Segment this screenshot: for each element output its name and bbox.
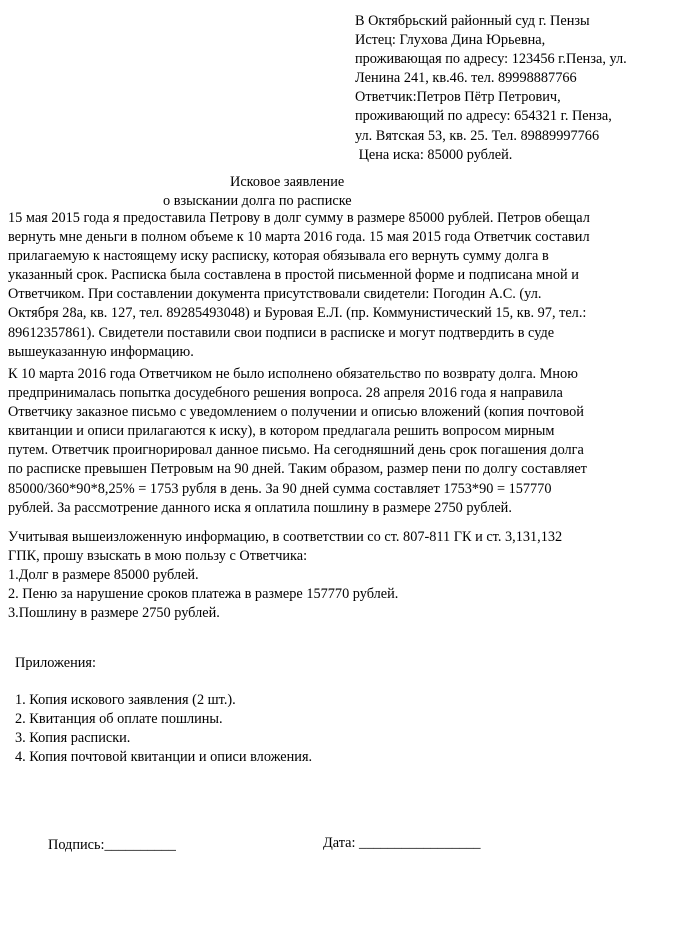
text-line: 89612357861). Свидетели поставили свои подписи в расписке и могут подтвердить в суде bbox=[8, 324, 555, 341]
court-header bbox=[355, 12, 627, 165]
appendix-item: 3. Копия расписки. bbox=[15, 730, 131, 747]
document-title: Исковое заявление bbox=[230, 174, 345, 190]
header-line: Ответчик:Петров Пётр Петрович, bbox=[355, 89, 561, 106]
paragraph-debt-facts bbox=[8, 209, 590, 362]
text-line: Октября 28а, кв. 127, тел. 89285493048) и Буровая Е.Л. (пр. Коммунистический 15, кв. 97, тел.: bbox=[8, 305, 587, 322]
text-line: 15 мая 2015 года я предоставила Петрову в долг сумму в размере 85000 рублей. Петров обещал bbox=[8, 210, 590, 226]
appendix-item: 1. Копия искового заявления (2 шт.). bbox=[15, 692, 236, 708]
text-line: квитанции и описи прилагаются к иску), в котором предлагала решить вопросом мирным bbox=[8, 423, 555, 440]
text-line: указанный срок. Расписка была составлена в простой письменной форме и подписана мной и bbox=[8, 267, 579, 284]
claim-item: 1.Долг в размере 85000 рублей. bbox=[8, 567, 199, 584]
text-line: путем. Ответчик проигнорировал данное письмо. На сегодняшний день срок погашения долга bbox=[8, 442, 584, 459]
appendix-item: 2. Квитанция об оплате пошлины. bbox=[15, 711, 223, 728]
header-line: проживающая по адресу: 123456 г.Пенза, ул. bbox=[355, 51, 627, 68]
text-line: ГПК, прошу взыскать в мою пользу с Ответчика: bbox=[8, 548, 308, 565]
text-line: по расписке превышен Петровым на 90 дней. Таким образом, размер пени по долгу составляет bbox=[8, 461, 587, 478]
text-line: вышеуказанную информацию. bbox=[8, 343, 194, 360]
text-line: К 10 марта 2016 года Ответчиком не было исполнено обязательство по возврату долга. Мною bbox=[8, 366, 578, 382]
signature-field: Подпись:__________ bbox=[48, 837, 176, 853]
text-line: прилагаемую к настоящему иску расписку, которая обязывала его вернуть сумму долга в bbox=[8, 248, 549, 265]
text-line: предпринималась попытка досудебного решения вопроса. 28 апреля 2016 года я направила bbox=[8, 385, 563, 402]
appendix-title: Приложения: bbox=[15, 655, 96, 671]
header-line: ул. Вятская 53, кв. 25. Тел. 89889997766 bbox=[355, 127, 600, 144]
document-subtitle: о взыскании долга по расписке bbox=[163, 193, 352, 209]
paragraph-claims bbox=[8, 528, 562, 623]
text-line: рублей. За рассмотрение данного иска я оплатила пошлину в размере 2750 рублей. bbox=[8, 499, 512, 516]
text-line: Ответчику заказное письмо с уведомлением о получении и описью вложений (копия почтовой bbox=[8, 404, 584, 421]
claim-item: 2. Пеню за нарушение сроков платежа в размере 157770 рублей. bbox=[8, 586, 399, 603]
text-line: 85000/360*90*8,25% = 1753 рубля в день. За 90 дней сумма составляет 1753*90 = 157770 bbox=[8, 480, 552, 497]
appendix-item: 4. Копия почтовой квитанции и описи вложения. bbox=[15, 749, 313, 766]
appendix-list bbox=[15, 691, 312, 767]
header-line: Цена иска: 85000 рублей. bbox=[355, 146, 513, 163]
date-field: Дата: _________________ bbox=[323, 835, 481, 851]
header-line: Ленина 241, кв.46. тел. 89998887766 bbox=[355, 70, 577, 87]
text-line: Учитывая вышеизложенную информацию, в соответствии со ст. 807-811 ГК и ст. 3,131,132 bbox=[8, 529, 563, 545]
text-line: вернуть мне деньги в полном объеме к 10 марта 2016 года. 15 мая 2015 года Ответчик составил bbox=[8, 229, 590, 246]
claim-item: 3.Пошлину в размере 2750 рублей. bbox=[8, 605, 220, 622]
text-line: Ответчиком. При составлении документа присутствовали свидетели: Погодин А.С. (ул. bbox=[8, 286, 542, 303]
header-line: Истец: Глухова Дина Юрьевна, bbox=[355, 32, 546, 49]
paragraph-default bbox=[8, 365, 587, 518]
header-line: проживающий по адресу: 654321 г. Пенза, bbox=[355, 108, 612, 125]
header-line: В Октябрьский районный суд г. Пензы bbox=[355, 13, 590, 29]
